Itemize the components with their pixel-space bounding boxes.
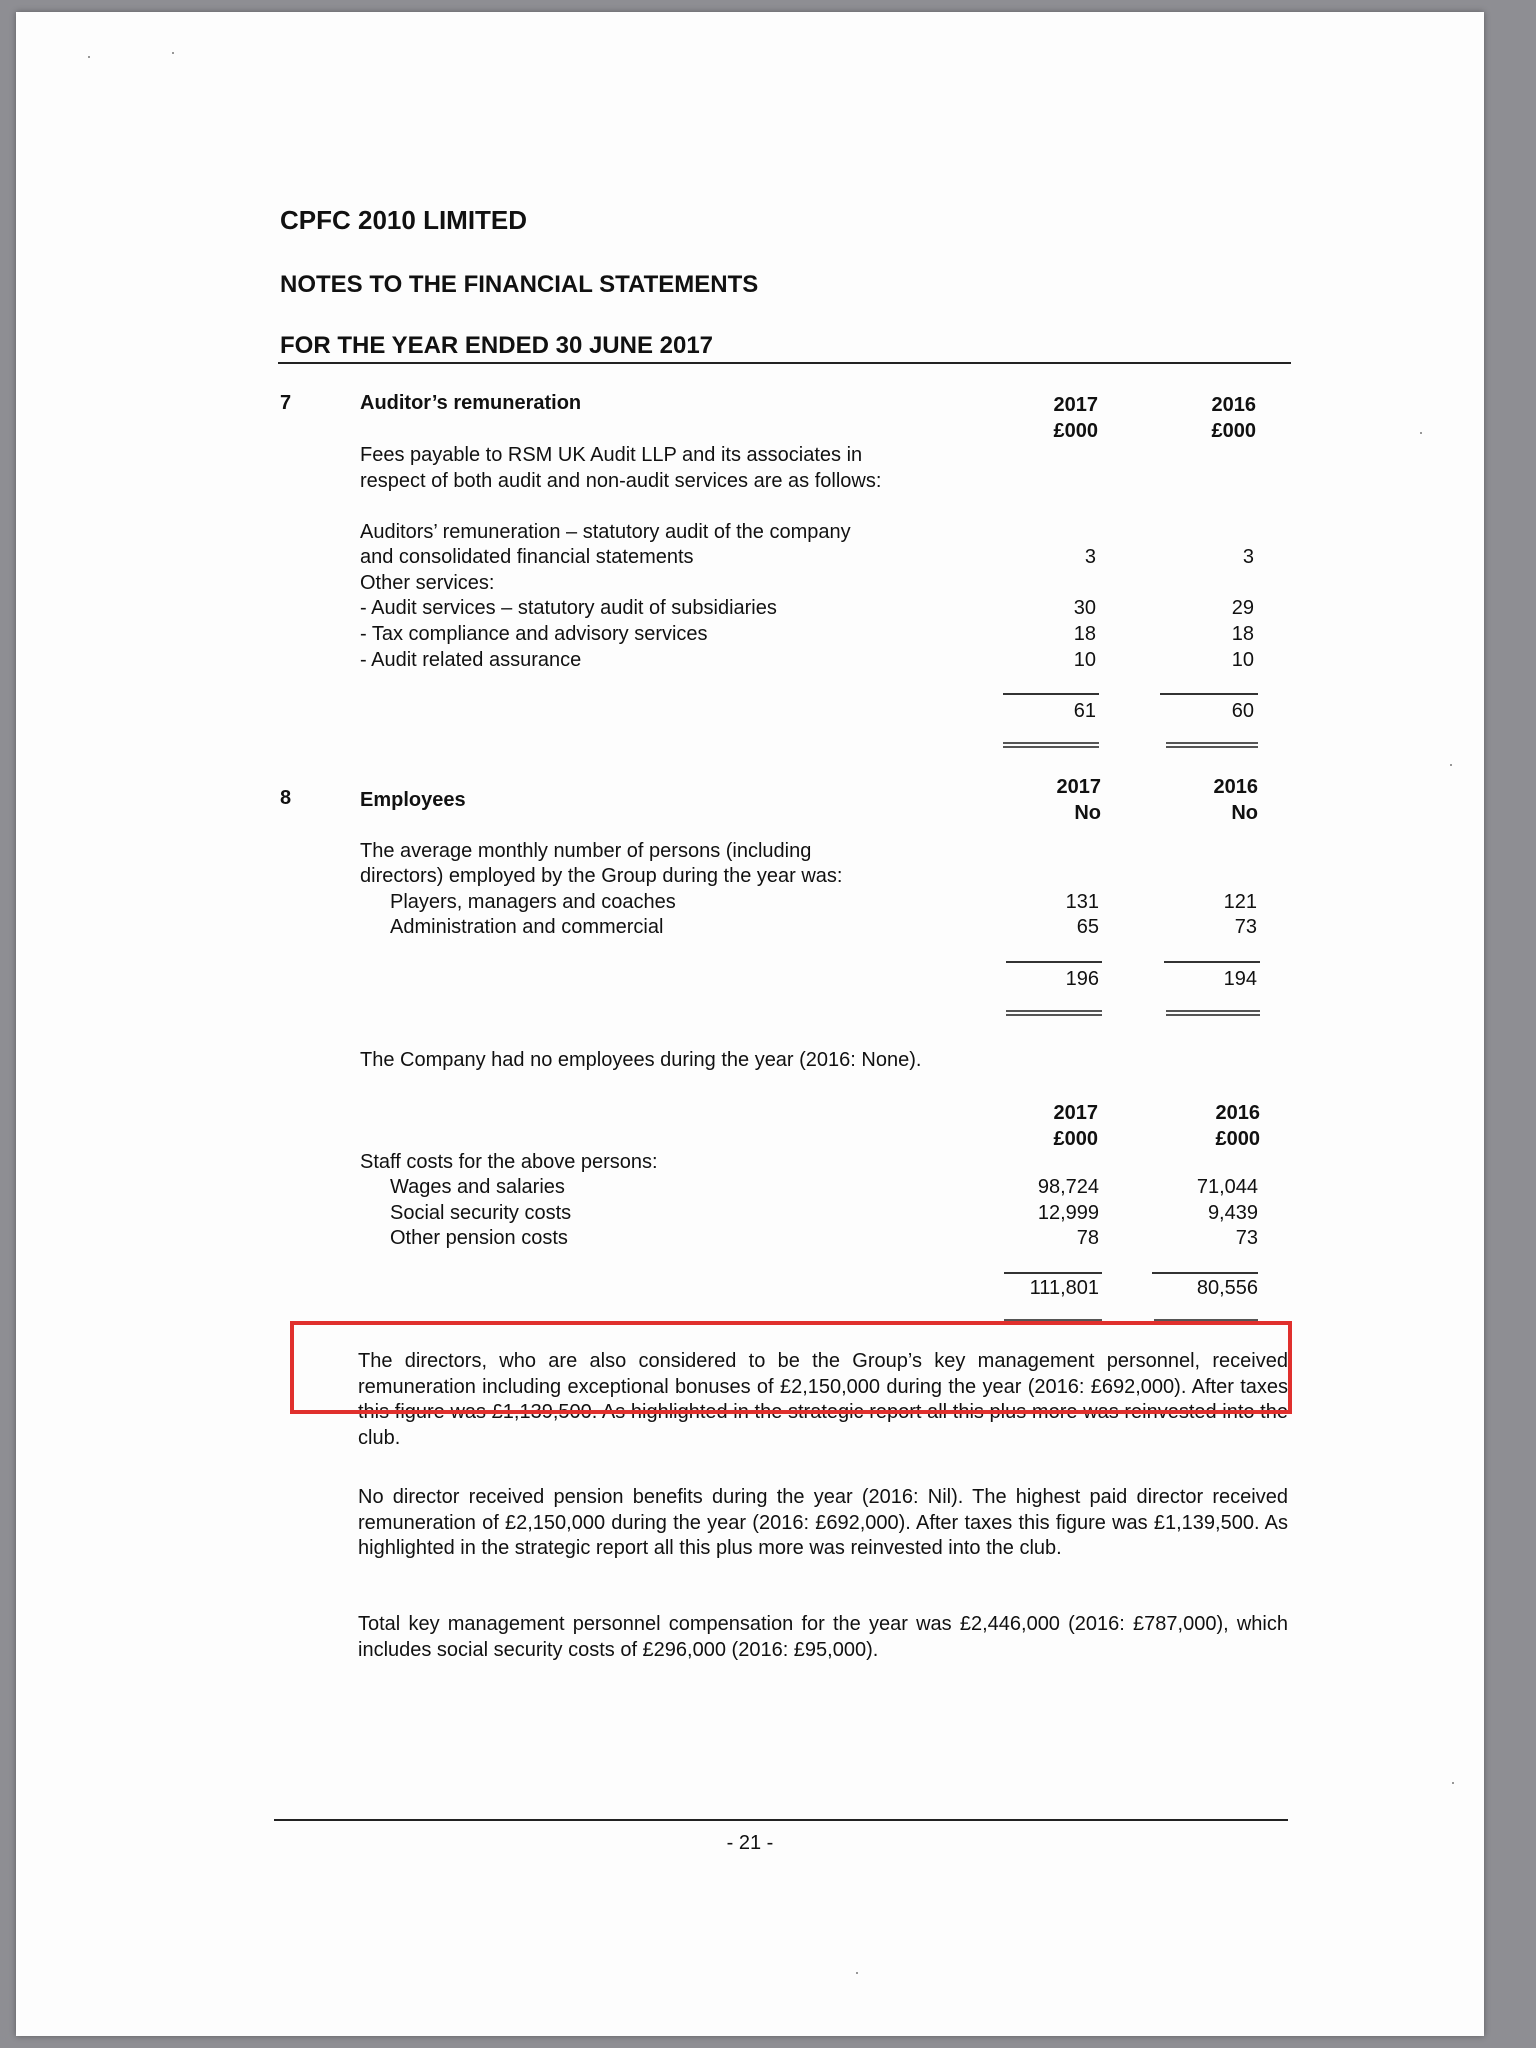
document-subtitle: NOTES TO THE FINANCIAL STATEMENTS (280, 271, 759, 298)
key-management-compensation-paragraph: Total key management personnel compensation for the year was £2,446,000 (2016: £787,000), which includes social security costs of £296,000 (2016: £95,000). (358, 1613, 1288, 1661)
note8-total-2017: 196 (1065, 968, 1099, 990)
note7-row-2016: 3 (1242, 546, 1254, 568)
staff-row-label: Social security costs (390, 1202, 572, 1224)
note7-number: 7 (280, 392, 292, 414)
note7-row-label: - Audit related assurance (360, 649, 582, 671)
scan-speck (88, 56, 90, 58)
note7-title: Auditor’s remuneration (360, 392, 582, 414)
total-rule (1160, 693, 1258, 695)
staff-total-2016: 80,556 (1196, 1277, 1258, 1299)
double-rule (1166, 742, 1258, 748)
note7-row-label: and consolidated financial statements (360, 546, 694, 568)
staff-row-label: Other pension costs (390, 1227, 568, 1249)
total-rule (1164, 961, 1260, 963)
note7-intro-line2: respect of both audit and non-audit services are as follows: (360, 470, 882, 492)
staff-row-2016: 9,439 (1207, 1202, 1258, 1224)
staff-row-2016: 71,044 (1196, 1176, 1258, 1198)
staff-costs-intro: Staff costs for the above persons: (360, 1151, 658, 1173)
company-name: CPFC 2010 LIMITED (280, 205, 528, 235)
note7-row-label: - Audit services – statutory audit of subsidiaries (360, 597, 777, 619)
note8-row-label: Administration and commercial (390, 916, 664, 938)
note8-row-2017: 131 (1065, 891, 1099, 913)
directors-remuneration-paragraph: The directors, who are also considered to be the Group’s key management personnel, received remuneration including exceptional bonuses of £2,150,000 during the year (2016: £692,000). After taxes this figure was £1,139,500. As highlighted in the strategic report all this plus more was reinvested into the club. (358, 1350, 1288, 1449)
note8-row-2016: 121 (1223, 891, 1257, 913)
note7-total-2017: 61 (1073, 700, 1096, 722)
scan-speck (1420, 432, 1422, 434)
note7-intro-line1: Fees payable to RSM UK Audit LLP and its associates in (360, 444, 863, 466)
double-rule (1003, 742, 1099, 748)
note7-row-2017: 30 (1073, 597, 1096, 619)
note7-row-2016: 29 (1231, 597, 1254, 619)
staff-col-2016: 2016 £000 (1215, 1102, 1260, 1150)
staff-col-2017: 2017 £000 (1053, 1102, 1098, 1150)
highlight-box (290, 1321, 1292, 1414)
header-rule (278, 362, 1291, 364)
note8-total-2016: 194 (1223, 968, 1257, 990)
total-rule (1003, 693, 1099, 695)
scan-speck (172, 52, 174, 54)
note8-intro-line2: directors) employed by the Group during the year was: (360, 865, 843, 887)
double-rule (1006, 1010, 1102, 1016)
note8-col-2016: 2016 No (1213, 776, 1258, 824)
staff-row-label: Wages and salaries (390, 1176, 565, 1198)
note7-row-2017: 3 (1084, 546, 1096, 568)
staff-row-2017: 12,999 (1037, 1202, 1099, 1224)
note8-col-2017: 2017 No (1056, 776, 1101, 824)
note7-col-2017: 2017 £000 (1053, 394, 1098, 442)
staff-total-2017: 111,801 (1029, 1277, 1099, 1299)
note8-title: Employees (360, 789, 466, 811)
period-heading: FOR THE YEAR ENDED 30 JUNE 2017 (280, 332, 714, 359)
note7-col-2016: 2016 £000 (1211, 394, 1256, 442)
note8-row-label: Players, managers and coaches (390, 891, 676, 913)
note7-row-2016: 10 (1231, 649, 1254, 671)
staff-row-2017: 78 (1076, 1227, 1099, 1249)
note7-row-2017: 18 (1073, 623, 1096, 645)
staff-row-2017: 98,724 (1037, 1176, 1099, 1198)
double-rule (1166, 1010, 1260, 1016)
scan-speck (1452, 1782, 1454, 1784)
note7-total-2016: 60 (1231, 700, 1254, 722)
staff-row-2016: 73 (1235, 1227, 1258, 1249)
page-number: - 21 - (726, 1832, 774, 1854)
note8-row-2016: 73 (1234, 916, 1257, 938)
total-rule (1006, 961, 1102, 963)
pension-paragraph: No director received pension benefits during the year (2016: Nil). The highest paid director received remuneration of £2,150,000 during the year (2016: £692,000). After taxes this figure was £1,139,500. As highlighted in the strategic report all this plus more was reinvested into the club. (358, 1486, 1288, 1559)
total-rule (1004, 1272, 1102, 1274)
scan-speck (856, 1972, 858, 1974)
note8-intro-line1: The average monthly number of persons (including (360, 840, 812, 862)
note8-row-2017: 65 (1076, 916, 1099, 938)
note7-row-2016: 18 (1231, 623, 1254, 645)
footer-rule (274, 1819, 1288, 1821)
company-employees-note: The Company had no employees during the year (2016: None). (360, 1049, 922, 1071)
note7-row-label: Auditors’ remuneration – statutory audit of the company (360, 521, 851, 543)
total-rule (1152, 1272, 1258, 1274)
scan-speck (1450, 764, 1452, 766)
note8-number: 8 (280, 787, 292, 809)
note7-row-label: - Tax compliance and advisory services (360, 623, 708, 645)
note7-row-2017: 10 (1073, 649, 1096, 671)
note7-row-label: Other services: (360, 572, 495, 594)
document-page (16, 12, 1484, 2036)
